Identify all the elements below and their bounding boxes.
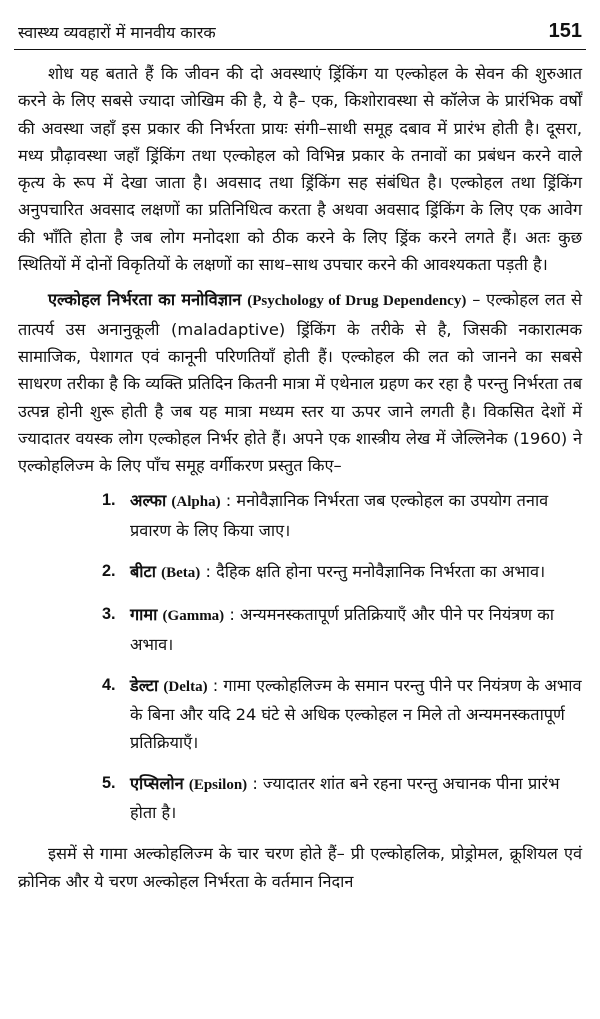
item-number: 1. bbox=[102, 491, 116, 510]
item-number: 2. bbox=[102, 562, 116, 581]
item-term: एप्सिलोन bbox=[130, 773, 184, 793]
item-description: : दैहिक क्षति होना परन्तु मनोवैज्ञानिक निर्भरता का अभाव। bbox=[205, 562, 546, 582]
item-description: : मनोवैज्ञानिक निर्भरता जब एल्कोहल का उपयोग तनाव प्रवारण के लिए किया जाए। bbox=[130, 491, 549, 540]
item-number: 4. bbox=[102, 675, 116, 694]
item-description: : ज्यादातर शांत बने रहना परन्तु अचानक पीना प्रारंभ होता है। bbox=[130, 773, 560, 823]
list-item bbox=[18, 558, 582, 587]
list-item bbox=[18, 601, 582, 658]
classification-list bbox=[18, 487, 582, 826]
list-item bbox=[18, 487, 582, 544]
item-description: : गामा एल्कोहलिज्म के समान परन्तु पीने पर नियंत्रण के अभाव के बिना और यदि 24 घंटे से अधिक एल्कोहल न मिले तो अन्यमनस्कतापूर्ण प्रतिक्रियाएँ। bbox=[130, 675, 582, 752]
item-term-english: (Gamma) bbox=[162, 608, 225, 625]
section-body: – एल्कोहल लत से तात्पर्य उस अनानुकूली (maladaptive) ड्रिंकिंग के तरीके से है, जिसकी नकारात्मक सामाजिक, पेशागत एवं कानूनी परिणतियाँ होती हैं। एल्कोहल की लत को जानने का सबसे साधरण तरीका है कि व्यक्ति प्रतिदिन कितनी मात्रा में एथेनाल ग्रहण कर रहा है परन्तु निर्भरता तब उत्पन्न होनी शुरू होती है जब यह मात्रा मध्यम स्तर या ऊपर जाने लगती है। विकसित देशों में ज्यादातर वयस्क लोग एल्कोहल निर्भर होते हैं। अपने एक शास्त्रीय लेख में जेल्लिनेक (1960) ने एल्कोहलिज्म के लिए पाँच समूह वर्गीकरण प्रस्तुत किए– bbox=[18, 290, 582, 476]
page-header bbox=[14, 0, 586, 50]
running-title: स्वास्थ्य व्यवहारों में मानवीय कारक bbox=[18, 23, 216, 42]
item-description: : अन्यमनस्कतापूर्ण प्रतिक्रियाएँ और पीने पर नियंत्रण का अभाव। bbox=[130, 605, 554, 654]
list-item bbox=[18, 672, 582, 756]
item-term-english: (Alpha) bbox=[171, 494, 221, 511]
item-term-english: (Beta) bbox=[161, 565, 201, 582]
section-heading: एल्कोहल निर्भरता का मनोविज्ञान bbox=[48, 290, 242, 310]
paragraph-intro: शोध यह बताते हैं कि जीवन की दो अवस्थाएं ड्रिंकिंग या एल्कोहल के सेवन की शुरुआत करने के लिए सबसे ज्यादा जोखिम की है, ये है– एक, किशोरावस्था से कॉलेज के प्रारंभिक वर्षों की अवस्था जहाँ इस प्रकार की निर्भरता प्रायः संगी–साथी समूह दबाव में प्रारंभ होती है। दूसरा, मध्य प्रौढ़ावस्था जहाँ ड्रिंकिंग तथा एल्कोहल को विभिन्न प्रकार के तनावों का प्रबंधन करने वाले कृत्य के रूप में देखा जाता है। अवसाद तथा ड्रिंकिंग सह संबंधित है। एल्कोहल तथा ड्रिंकिंग अनुपचारित अवसाद लक्षणों का प्रतिनिधित्व करता है अथवा अवसाद ड्रिंकिंग के लिए एक आवेग की भाँति होता है जब लोग मनोदशा को ठीक करने के लिए ड्रिंक करने लगते हैं। अतः कुछ स्थितियों में दोनों विकृतियों के लक्षणों का साथ–साथ उपचार करने की आवश्यकता पड़ती है। bbox=[18, 64, 582, 275]
item-number: 5. bbox=[102, 773, 116, 792]
item-term: गामा bbox=[130, 605, 158, 625]
list-item bbox=[18, 770, 582, 827]
item-term: अल्फा bbox=[130, 491, 167, 511]
item-number: 3. bbox=[102, 605, 116, 624]
section-paragraph bbox=[18, 286, 582, 479]
page-number: 151 bbox=[548, 20, 582, 42]
closing-paragraph: इसमें से गामा अल्कोहलिज्म के चार चरण होते हैं– प्री एल्कोहलिक, प्रोड्रोमल, क्रूशियल एवं क्रोनिक और ये चरण अल्कोहल निर्भरता के वर्तमान निदान bbox=[18, 844, 582, 891]
section-heading-english: (Psychology of Drug Dependency) bbox=[247, 293, 467, 310]
item-term: डेल्टा bbox=[130, 675, 159, 695]
page-body bbox=[14, 50, 586, 895]
item-term-english: (Delta) bbox=[163, 678, 208, 695]
item-term: बीटा bbox=[130, 562, 156, 582]
item-term-english: (Epsilon) bbox=[188, 776, 248, 793]
